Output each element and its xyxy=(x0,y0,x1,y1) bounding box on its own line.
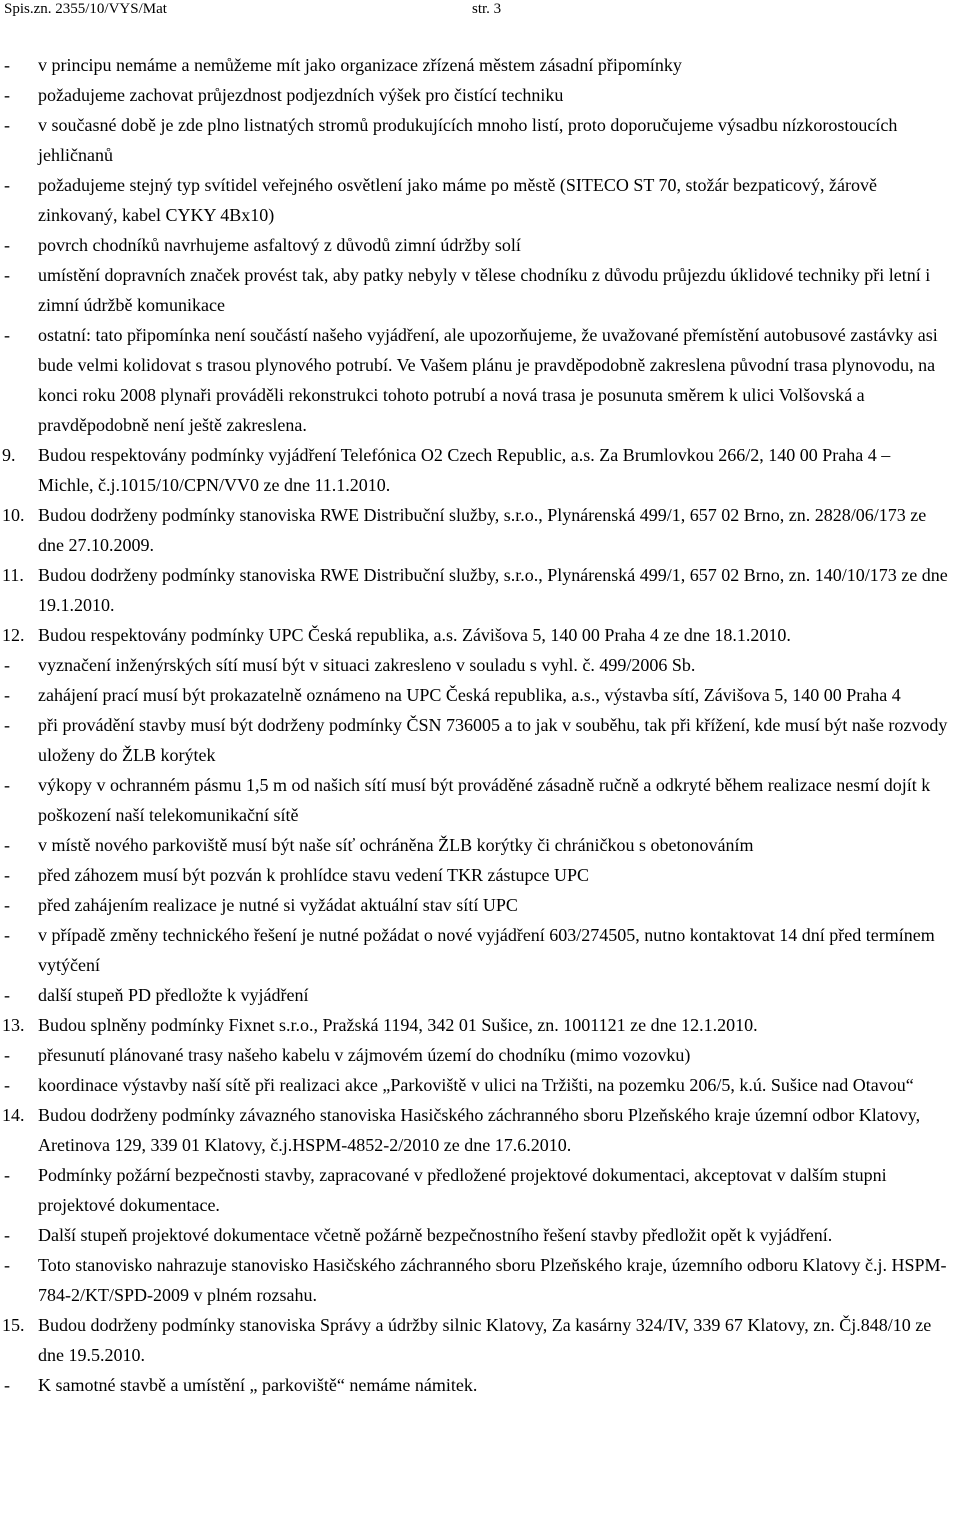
list-item xyxy=(0,1220,950,1250)
item-text: Budou respektovány podmínky vyjádření Telefónica O2 Czech Republic, a.s. Za Brumlovkou 266/2, 140 00 Praha 4 – Michle, č.j.1015/10/CPN/VV0 ze dne 11.1.2010. xyxy=(38,445,891,495)
numbered-condition xyxy=(0,1310,950,1370)
bullet-dash: - xyxy=(4,1045,10,1065)
document-body xyxy=(0,50,950,1400)
item-text: při provádění stavby musí být dodrženy podmínky ČSN 736005 a to jak v souběhu, tak při křížení, kde musí být naše rozvody uloženy do ŽLB korýtek xyxy=(38,715,948,765)
numbered-condition xyxy=(0,560,950,620)
item-text: přesunutí plánované trasy našeho kabelu v zájmovém území do chodníku (mimo vozovku) xyxy=(38,1045,691,1065)
item-text: Budou splněny podmínky Fixnet s.r.o., Pražská 1194, 342 01 Sušice, zn. 1001121 ze dne 12.1.2010. xyxy=(38,1015,758,1035)
item-number: 12. xyxy=(2,625,25,645)
item-text: v případě změny technického řešení je nutné požádat o nové vyjádření 603/274505, nutno kontaktovat 14 dní před termínem vytýčení xyxy=(38,925,935,975)
numbered-condition xyxy=(0,1100,950,1160)
bullet-dash: - xyxy=(4,55,10,75)
list-item xyxy=(0,110,950,170)
list-item xyxy=(0,230,950,260)
bullet-dash: - xyxy=(4,235,10,255)
bullet-dash: - xyxy=(4,835,10,855)
item-text: požadujeme zachovat průjezdnost podjezdních výšek pro čistící techniku xyxy=(38,85,564,105)
item-text: výkopy v ochranném pásmu 1,5 m od našich sítí musí být prováděné zásadně ručně a odkryté během realizace nesmí dojít k poškození naší telekomunikační sítě xyxy=(38,775,931,825)
item-text: Budou dodrženy podmínky stanoviska RWE Distribuční služby, s.r.o., Plynárenská 499/1, 657 02 Brno, zn. 2828/06/173 ze dne 27.10.2009. xyxy=(38,505,927,555)
item-text: vyznačení inženýrských sítí musí být v situaci zakresleno v souladu s vyhl. č. 499/2006 Sb. xyxy=(38,655,696,675)
list-item xyxy=(0,920,950,980)
item-text: v principu nemáme a nemůžeme mít jako organizace zřízená městem zásadní připomínky xyxy=(38,55,682,75)
bullet-dash: - xyxy=(4,1225,10,1245)
item-text: v současné době je zde plno listnatých stromů produkujících mnoho listí, proto doporučujeme výsadbu nízkorostoucích jehličnanů xyxy=(38,115,898,165)
item-text: ostatní: tato připomínka není součástí našeho vyjádření, ale upozorňujeme, že uvažované přemístění autobusové zastávky asi bude velmi kolidovat s trasou plynového potrubí. Ve Vašem plánu je pravděpodobně zakreslena původní trasa plynovodu, na konci roku 2008 plynaři prováděli rekonstrukci tohoto potrubí a nová trasa je posunuta směrem k ulici Volšovská a pravděpodobně není ještě zakreslena. xyxy=(38,325,938,435)
list-item xyxy=(0,170,950,230)
file-reference: Spis.zn. 2355/10/VYS/Mat xyxy=(4,1,167,17)
list-item xyxy=(0,770,950,830)
numbered-condition xyxy=(0,620,950,650)
list-item xyxy=(0,50,950,80)
list-item xyxy=(0,680,950,710)
list-item xyxy=(0,710,950,770)
bullet-dash: - xyxy=(4,985,10,1005)
item-text: umístění dopravních značek provést tak, aby patky nebyly v tělese chodníku z důvodu průjezdu úklidové techniky při letní i zimní údržbě komunikace xyxy=(38,265,931,315)
bullet-dash: - xyxy=(4,115,10,135)
list-item xyxy=(0,1070,950,1100)
page-header xyxy=(0,0,960,22)
numbered-condition xyxy=(0,1010,950,1040)
numbered-condition xyxy=(0,500,950,560)
item-number: 9. xyxy=(2,445,16,465)
item-text: Budou dodrženy podmínky stanoviska RWE Distribuční služby, s.r.o., Plynárenská 499/1, 657 02 Brno, zn. 140/10/173 ze dne 19.1.2010. xyxy=(38,565,948,615)
numbered-condition xyxy=(0,440,950,500)
bullet-dash: - xyxy=(4,865,10,885)
list-item xyxy=(0,890,950,920)
bullet-dash: - xyxy=(4,775,10,795)
bullet-dash: - xyxy=(4,325,10,345)
list-item xyxy=(0,1040,950,1070)
item-text: Podmínky požární bezpečnosti stavby, zapracované v předložené projektové dokumentaci, akceptovat v dalším stupni projektové dokumentace. xyxy=(38,1165,887,1215)
list-item xyxy=(0,320,950,440)
item-text: zahájení prací musí být prokazatelně oznámeno na UPC Česká republika, a.s., výstavba sítí, Závišova 5, 140 00 Praha 4 xyxy=(38,685,901,705)
item-text: před zahájením realizace je nutné si vyžádat aktuální stav sítí UPC xyxy=(38,895,518,915)
item-number: 11. xyxy=(2,565,24,585)
item-text: Budou dodrženy podmínky stanoviska Správy a údržby silnic Klatovy, Za kasárny 324/IV, 339 67 Klatovy, zn. Čj.848/10 ze dne 19.5.2010. xyxy=(38,1315,932,1365)
item-number: 14. xyxy=(2,1105,25,1125)
list-item xyxy=(0,80,950,110)
item-number: 15. xyxy=(2,1315,25,1335)
item-text: Další stupeň projektové dokumentace včetně požárně bezpečnostního řešení stavby předložit opět k vyjádření. xyxy=(38,1225,833,1245)
item-number: 13. xyxy=(2,1015,25,1035)
list-item xyxy=(0,830,950,860)
bullet-dash: - xyxy=(4,175,10,195)
list-item xyxy=(0,1160,950,1220)
bullet-dash: - xyxy=(4,265,10,285)
item-text: další stupeň PD předložte k vyjádření xyxy=(38,985,309,1005)
item-text: Budou respektovány podmínky UPC Česká republika, a.s. Závišova 5, 140 00 Praha 4 ze dne 18.1.2010. xyxy=(38,625,791,645)
bullet-dash: - xyxy=(4,685,10,705)
list-item xyxy=(0,1250,950,1310)
bullet-dash: - xyxy=(4,715,10,735)
item-number: 10. xyxy=(2,505,25,525)
list-item xyxy=(0,860,950,890)
item-text: koordinace výstavby naší sítě při realizaci akce „Parkoviště v ulici na Tržišti, na pozemku 206/5, k.ú. Sušice nad Otavou“ xyxy=(38,1075,914,1095)
list-item xyxy=(0,260,950,320)
bullet-dash: - xyxy=(4,655,10,675)
page-number: str. 3 xyxy=(472,1,502,17)
bullet-dash: - xyxy=(4,1255,10,1275)
item-text: v místě nového parkoviště musí být naše síť ochráněna ŽLB korýtky či chráničkou s obetonováním xyxy=(38,835,754,855)
bullet-dash: - xyxy=(4,1375,10,1395)
item-text: Toto stanovisko nahrazuje stanovisko Hasičského záchranného sboru Plzeňského kraje, územního odboru Klatovy č.j. HSPM-784-2/KT/SPD-2009 v plném rozsahu. xyxy=(38,1255,947,1305)
bullet-dash: - xyxy=(4,895,10,915)
item-text: před záhozem musí být pozván k prohlídce stavu vedení TKR zástupce UPC xyxy=(38,865,590,885)
list-item xyxy=(0,980,950,1010)
list-item xyxy=(0,650,950,680)
bullet-dash: - xyxy=(4,925,10,945)
item-text: Budou dodrženy podmínky závazného stanoviska Hasičského záchranného sboru Plzeňského kraje územní odbor Klatovy, Aretinova 129, 339 01 Klatovy, č.j.HSPM-4852-2/2010 ze dne 17.6.2010. xyxy=(38,1105,921,1155)
bullet-dash: - xyxy=(4,1075,10,1095)
list-item xyxy=(0,1370,950,1400)
item-text: povrch chodníků navrhujeme asfaltový z důvodů zimní údržby solí xyxy=(38,235,521,255)
bullet-dash: - xyxy=(4,1165,10,1185)
item-text: K samotné stavbě a umístění „ parkoviště“ nemáme námitek. xyxy=(38,1375,478,1395)
item-text: požadujeme stejný typ svítidel veřejného osvětlení jako máme po městě (SITECO ST 70, stožár bezpaticový, žárově zinkovaný, kabel CYKY 4Bx10) xyxy=(38,175,877,225)
bullet-dash: - xyxy=(4,85,10,105)
